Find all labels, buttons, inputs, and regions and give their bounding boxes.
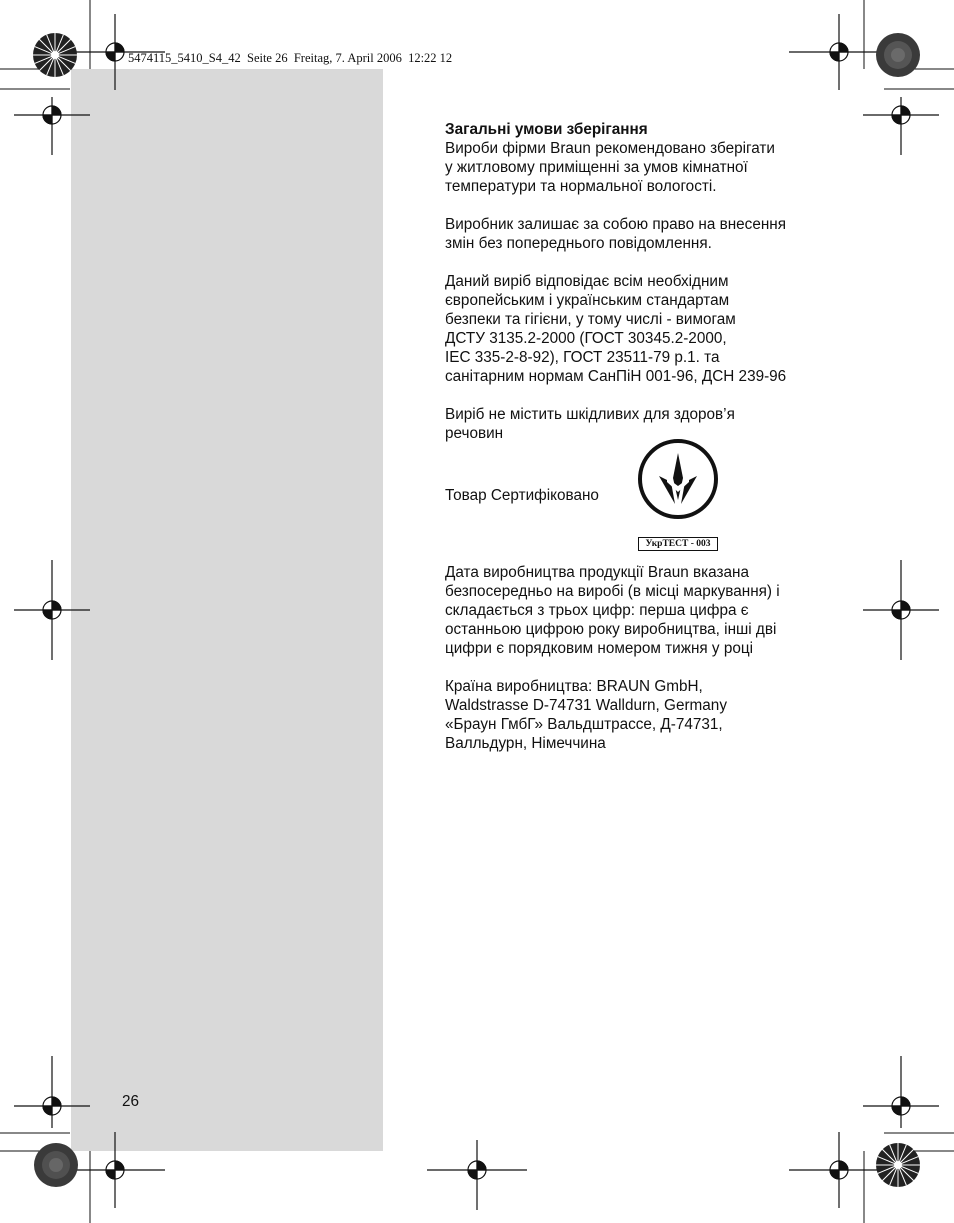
standards-paragraph: Даний виріб відповідає всім необхідним європейським і українським стандартам безпеки та гігієни, у тому числі - вимогам ДСТУ 3135.2-2000 (ГОСТ 30345.2-2000, IEC 335-2-8-92), ГОСТ 23511-79 р.1. та санітарним нормам СанПіН 001-96, ДСН 239-96: [445, 273, 787, 385]
storage-body: Вироби фірми Braun рекомендовано зберігати у житловому приміщенні за умов кімнатної температури та нормальної вологості.: [445, 140, 775, 195]
page-number: 26: [122, 1093, 140, 1110]
star-target-top-left: [33, 33, 77, 77]
country-paragraph: Країна виробництва: BRAUN GmbH, Waldstrasse D-74731 Walldurn, Germany «Браун ГмбГ» Вальдштрассе, Д-74731, Валльдурн, Німеччина: [445, 678, 727, 752]
certified-label: Товар Сертифіковано: [445, 487, 599, 504]
storage-heading: Загальні умови зберігання: [445, 121, 648, 138]
star-target-bottom-right: [876, 1143, 920, 1187]
production-date-paragraph: Дата виробництва продукції Braun вказана безпосередньо на виробі (в місці маркування) і складається з трьох цифр: перша цифра є останньою цифрою року виробництва, інші дві цифри є порядковим номером тижня у році: [445, 564, 780, 657]
ukrainian-certification-mark-icon: [637, 438, 719, 520]
density-target-bottom-left: [34, 1143, 78, 1187]
certification-code: УкрТЕСТ - 003: [638, 537, 718, 551]
harmless-paragraph: Виріб не містить шкідливих для здоров’я речовин: [445, 406, 735, 442]
production-section: [445, 563, 865, 772]
print-slug-line: 5474115_5410_S4_42 Seite 26 Freitag, 7. April 2006 12:22 12: [128, 51, 453, 65]
rights-paragraph: Виробник залишає за собою право на внесення змін без попереднього повідомлення.: [445, 216, 787, 252]
density-target-top-right: [876, 33, 920, 77]
storage-section: [445, 120, 845, 462]
